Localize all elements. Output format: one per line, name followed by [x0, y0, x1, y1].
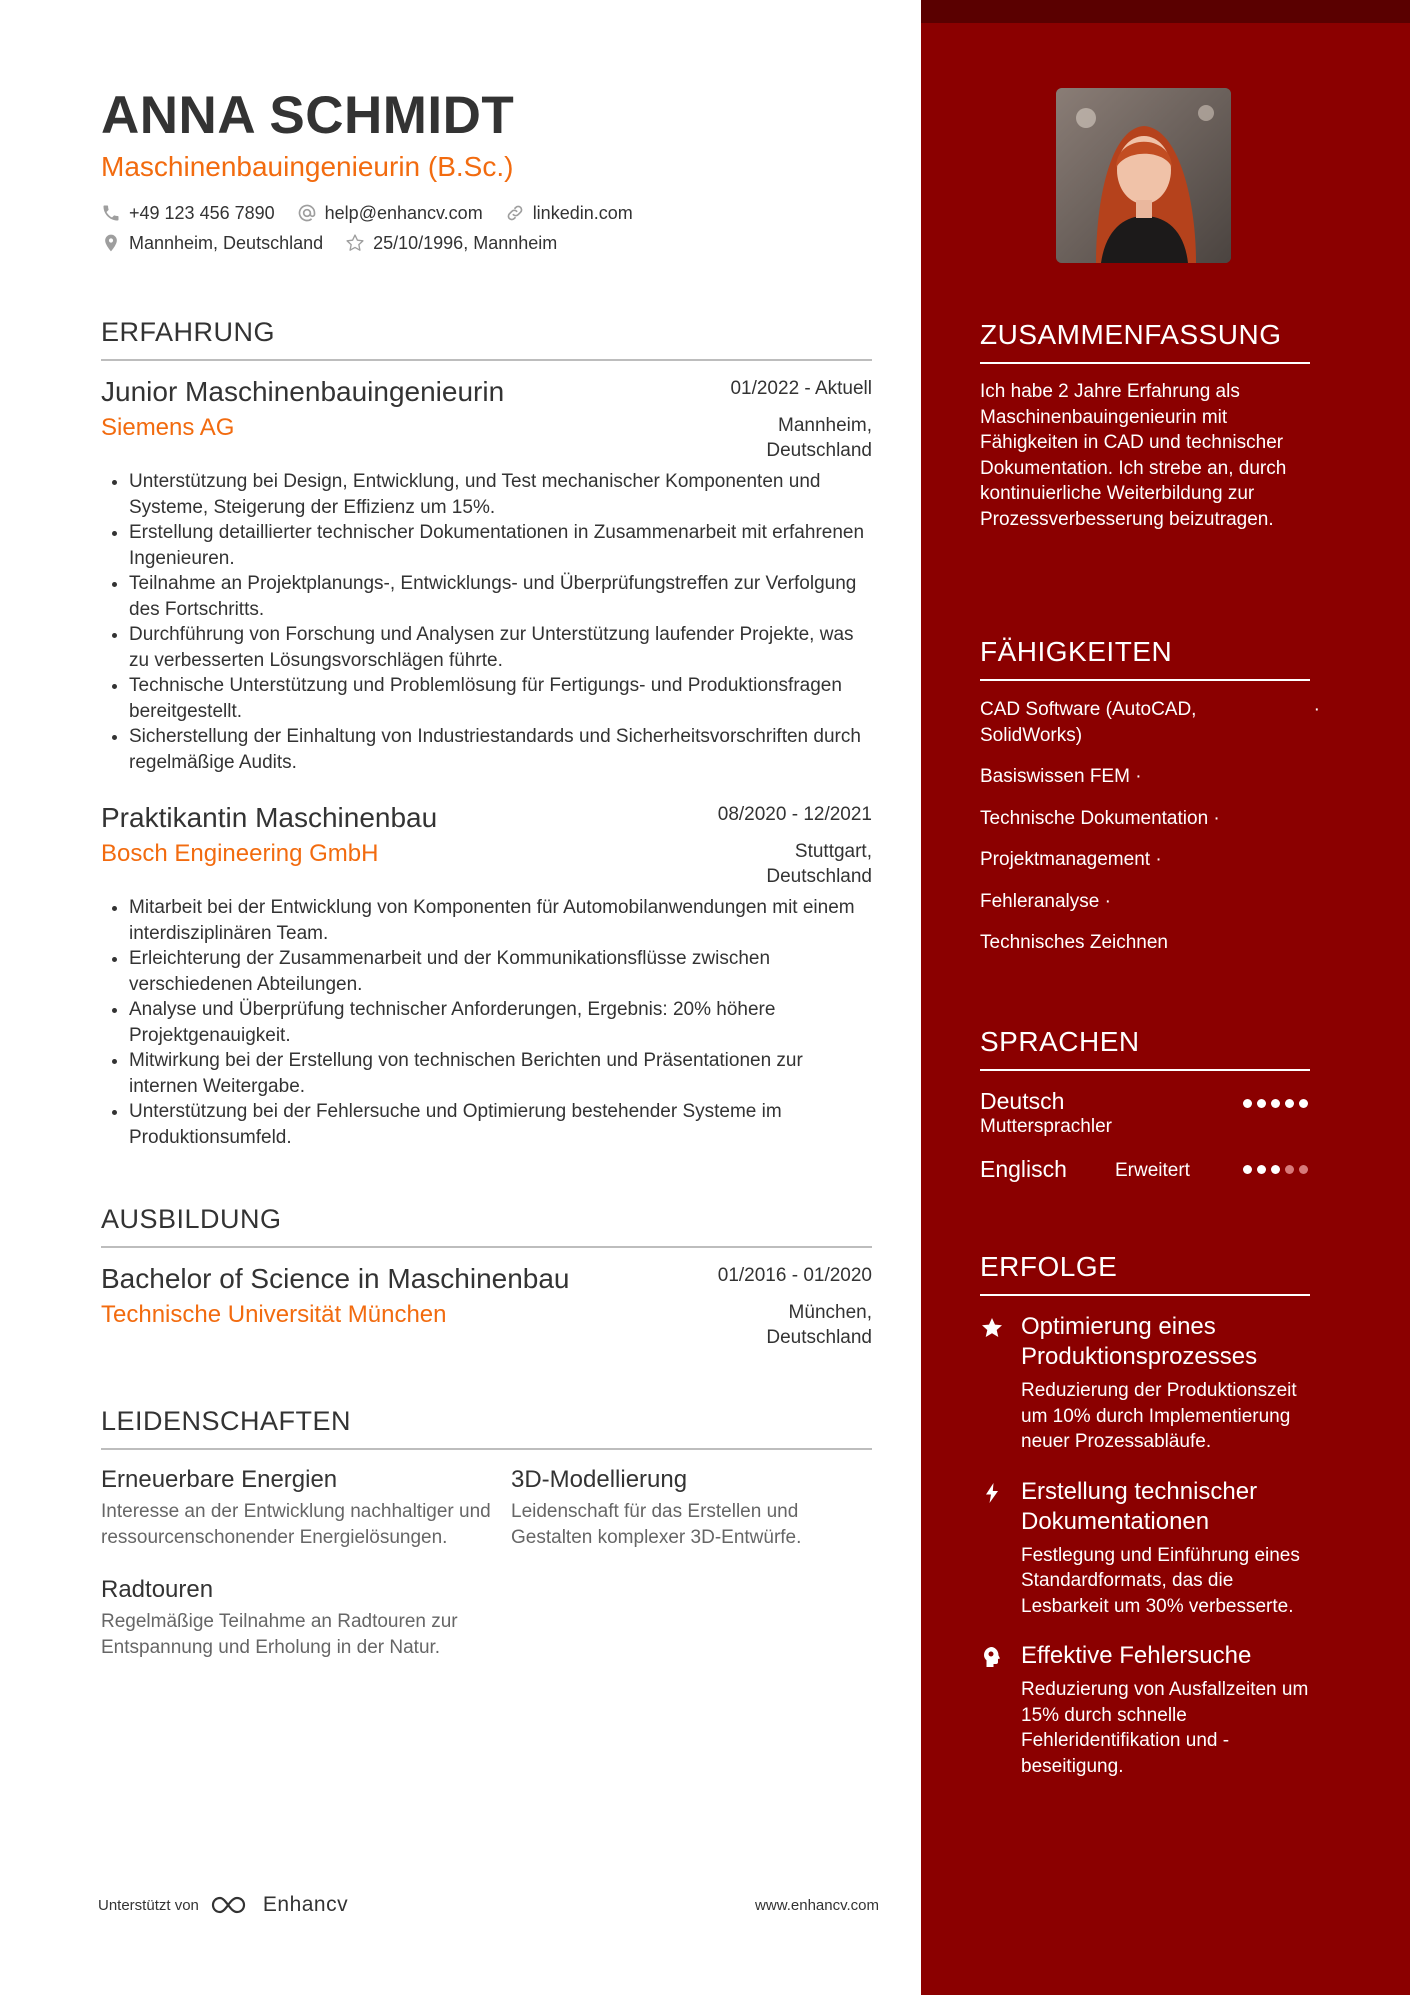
- link-contact[interactable]: [505, 203, 633, 224]
- passion-title: 3D-Modellierung: [511, 1466, 688, 1493]
- education-title: AUSBILDUNG: [101, 1202, 872, 1248]
- footer: [98, 1893, 879, 1917]
- bullet-item: • Unterstützung bei der Fehlersuche und Optimierung bestehender Systeme im Produktionsumfeld.: [129, 1099, 872, 1150]
- language-item: [980, 1155, 1310, 1189]
- job-location-city: Mannheim,: [778, 415, 872, 436]
- sidebar-top-band: [921, 0, 1410, 23]
- skill-separator: ·: [1313, 699, 1320, 720]
- education-location: [766, 1300, 872, 1350]
- skill-label: CAD Software (AutoCAD, SolidWorks): [980, 699, 1197, 746]
- bullet-item: • Analyse und Überprüfung technischer Anforderungen, Ergebnis: 20% höhere Projektgenauigkeit.: [129, 997, 872, 1048]
- rating-dot: [1271, 1165, 1280, 1174]
- job-location-city: Stuttgart,: [794, 841, 872, 862]
- location-pin-icon: [101, 233, 121, 253]
- achievement-title: Erstellung technischer Dokumentationen: [1021, 1477, 1258, 1535]
- languages-title: SPRACHEN: [980, 1025, 1310, 1071]
- passion-desc: Interesse an der Entwicklung nachhaltiger und ressourcenschonender Energielösungen.: [101, 1501, 491, 1548]
- education-entry: [101, 1262, 872, 1350]
- passion-desc: Regelmäßige Teilnahme an Radtouren zur Entspannung und Erholung in der Natur.: [101, 1611, 458, 1658]
- contact-info: [101, 198, 881, 258]
- achievement-item: [980, 1641, 1310, 1779]
- language-level: Erweitert: [1115, 1160, 1190, 1181]
- enhancv-logo-icon: [209, 1893, 255, 1917]
- education-date: 01/2016 - 01/2020: [717, 1265, 872, 1286]
- skills-section: [980, 635, 1320, 956]
- location-text: Mannheim, Deutschland: [129, 232, 324, 253]
- achievement-desc: Festlegung und Einführung eines Standardformats, das die Lesbarkeit um 30% verbesserte.: [1021, 1544, 1300, 1617]
- bullet-item: • Mitarbeit bei der Entwicklung von Komponenten für Automobilanwendungen mit einem interdisziplinären Team.: [129, 895, 872, 946]
- star-outline-icon: [345, 233, 365, 253]
- rating-dot: [1299, 1099, 1308, 1108]
- bolt-icon: [980, 1481, 1004, 1505]
- skill-label: Technisches Zeichnen: [980, 932, 1168, 953]
- rating-dot: [1299, 1165, 1308, 1174]
- skill-item: [980, 847, 1310, 873]
- email-contact[interactable]: [297, 203, 483, 224]
- skills-title: FÄHIGKEITEN: [980, 635, 1310, 681]
- achievement-title: Optimierung eines Produktionsprozesses: [1021, 1313, 1258, 1370]
- phone-contact[interactable]: [101, 203, 275, 224]
- link-icon: [505, 203, 525, 223]
- summary-section: [980, 318, 1310, 532]
- job-entry: [101, 375, 872, 775]
- passion-item: [511, 1464, 872, 1550]
- achievement-title: Effektive Fehlersuche: [1021, 1642, 1252, 1669]
- rating-dot: [1257, 1165, 1266, 1174]
- experience-section: [101, 315, 872, 1150]
- skill-label: Technische Dokumentation: [980, 807, 1209, 829]
- school: Technische Universität München: [101, 1301, 447, 1328]
- passion-desc: Leidenschaft für das Erstellen und Gestalten komplexer 3D-Entwürfe.: [511, 1501, 802, 1548]
- skill-label: Basiswissen FEM: [980, 766, 1130, 787]
- birth-text: 25/10/1996, Mannheim: [373, 232, 558, 253]
- bullet-item: • Sicherstellung der Einhaltung von Industriestandards und Sicherheitsvorschriften durch regelmäßige Audits.: [129, 724, 872, 775]
- job-entry: [101, 801, 872, 1150]
- location-contact: [101, 233, 323, 254]
- passion-title: Erneuerbare Energien: [101, 1466, 338, 1493]
- job-role: Junior Maschinenbauingenieurin: [101, 376, 505, 407]
- powered-by-text: Unterstützt von: [98, 1896, 199, 1914]
- email-text: help@enhancv.com: [324, 202, 483, 223]
- rating-dot: [1285, 1099, 1294, 1108]
- language-item: [980, 1087, 1310, 1137]
- job-company: Siemens AG: [101, 414, 235, 441]
- phone-text: +49 123 456 7890: [129, 202, 275, 223]
- bullet-item: • Technische Unterstützung und Problemlösung für Fertigungs- und Produktionsfragen bereitgestellt.: [129, 673, 872, 724]
- brand-name: Enhancv: [262, 1893, 349, 1916]
- bullet-item: • Teilnahme an Projektplanungs-, Entwicklungs- und Überprüfungstreffen zur Verfolgung des Fortschritts.: [129, 571, 872, 622]
- skill-item: [980, 764, 1310, 790]
- achievement-desc: Reduzierung von Ausfallzeiten um 15% durch schnelle Fehleridentifikation und -beseitigung.: [1021, 1679, 1309, 1777]
- footer-url[interactable]: www.enhancv.com: [755, 1896, 879, 1914]
- rating-dot: [1257, 1099, 1266, 1108]
- head-icon: [980, 1645, 1004, 1669]
- rating-dot: [1285, 1165, 1294, 1174]
- language-level: Muttersprachler: [980, 1116, 1112, 1137]
- portrait-image: [1056, 88, 1231, 263]
- rating-dot: [1271, 1099, 1280, 1108]
- passions-section: [101, 1404, 872, 1684]
- bullet-item: • Erleichterung der Zusammenarbeit und der Kommunikationsflüsse zwischen verschiedenen Abteilungen.: [129, 946, 872, 997]
- skill-separator: ·: [1135, 766, 1142, 787]
- job-location-country: Deutschland: [766, 866, 872, 887]
- rating-dot: [1243, 1165, 1252, 1174]
- skill-item: [980, 806, 1310, 832]
- bullet-item: • Erstellung detaillierter technischer Dokumentationen in Zusammenarbeit mit erfahrenen Ingenieuren.: [129, 520, 872, 571]
- skill-item: [980, 930, 1310, 956]
- candidate-title: Maschinenbauingenieurin (B.Sc.): [101, 151, 514, 182]
- skill-separator: ·: [1155, 849, 1162, 870]
- language-rating: [1238, 1099, 1308, 1108]
- achievement-item: [980, 1312, 1310, 1455]
- summary-text: Ich habe 2 Jahre Erfahrung als Maschinenbauingenieurin mit Fähigkeiten in CAD und technischer Dokumentation. Ich strebe an, durch kontinuierliche Weiterbildung zur Prozessverbesserung beizutragen.: [980, 381, 1287, 530]
- passion-title: Radtouren: [101, 1576, 214, 1603]
- experience-title: ERFAHRUNG: [101, 315, 872, 361]
- education-location-country: Deutschland: [766, 1327, 872, 1348]
- achievement-desc: Reduzierung der Produktionszeit um 10% durch Implementierung neuer Prozessabläufe.: [1021, 1380, 1297, 1452]
- degree: Bachelor of Science in Maschinenbau: [101, 1263, 570, 1294]
- achievements-section: [980, 1250, 1310, 1779]
- education-section: [101, 1202, 872, 1350]
- languages-section: [980, 1025, 1310, 1189]
- job-location-country: Deutschland: [766, 440, 872, 461]
- bullet-item: • Durchführung von Forschung und Analysen zur Unterstützung laufender Projekte, was zu verbesserten Lösungsvorschlägen führte.: [129, 622, 872, 673]
- passion-item: [101, 1574, 511, 1660]
- skill-label: Fehleranalyse: [980, 890, 1100, 912]
- summary-title: ZUSAMMENFASSUNG: [980, 318, 1310, 364]
- job-location: [766, 413, 872, 463]
- achievement-item: [980, 1477, 1310, 1620]
- language-name: Englisch: [980, 1156, 1067, 1182]
- bullet-item: • Mitwirkung bei der Erstellung von technischen Berichten und Präsentationen zur internen Weitergabe.: [129, 1048, 872, 1099]
- passions-title: LEIDENSCHAFTEN: [101, 1404, 872, 1450]
- skill-separator: ·: [1213, 807, 1220, 829]
- job-location: [766, 839, 872, 889]
- rating-dot: [1243, 1099, 1252, 1108]
- sidebar: [921, 0, 1410, 1995]
- star-icon: [980, 1316, 1004, 1340]
- job-role: Praktikantin Maschinenbau: [101, 802, 438, 833]
- education-location-city: München,: [788, 1302, 872, 1323]
- profile-photo: [1056, 88, 1231, 263]
- skill-separator: ·: [1104, 890, 1111, 912]
- language-name: Deutsch: [980, 1088, 1065, 1114]
- job-bullets: [101, 469, 872, 775]
- job-date: 01/2022 - Aktuell: [730, 378, 872, 399]
- bullet-item: • Unterstützung bei Design, Entwicklung, und Test mechanischer Komponenten und Systeme, Steigerung der Effizienz um 15%.: [129, 469, 872, 520]
- job-date: 08/2020 - 12/2021: [717, 804, 872, 825]
- candidate-name: ANNA SCHMIDT: [101, 86, 515, 145]
- job-company: Bosch Engineering GmbH: [101, 840, 379, 867]
- at-icon: [297, 203, 317, 223]
- passion-item: [101, 1464, 511, 1550]
- language-rating: [1238, 1165, 1308, 1174]
- skill-label: Projektmanagement: [980, 849, 1151, 870]
- phone-icon: [101, 203, 121, 223]
- skill-item: [980, 697, 1320, 748]
- skill-item: [980, 889, 1310, 915]
- job-bullets: [101, 895, 872, 1150]
- birth-contact: [345, 233, 557, 254]
- link-text: linkedin.com: [532, 202, 633, 223]
- achievements-title: ERFOLGE: [980, 1250, 1310, 1296]
